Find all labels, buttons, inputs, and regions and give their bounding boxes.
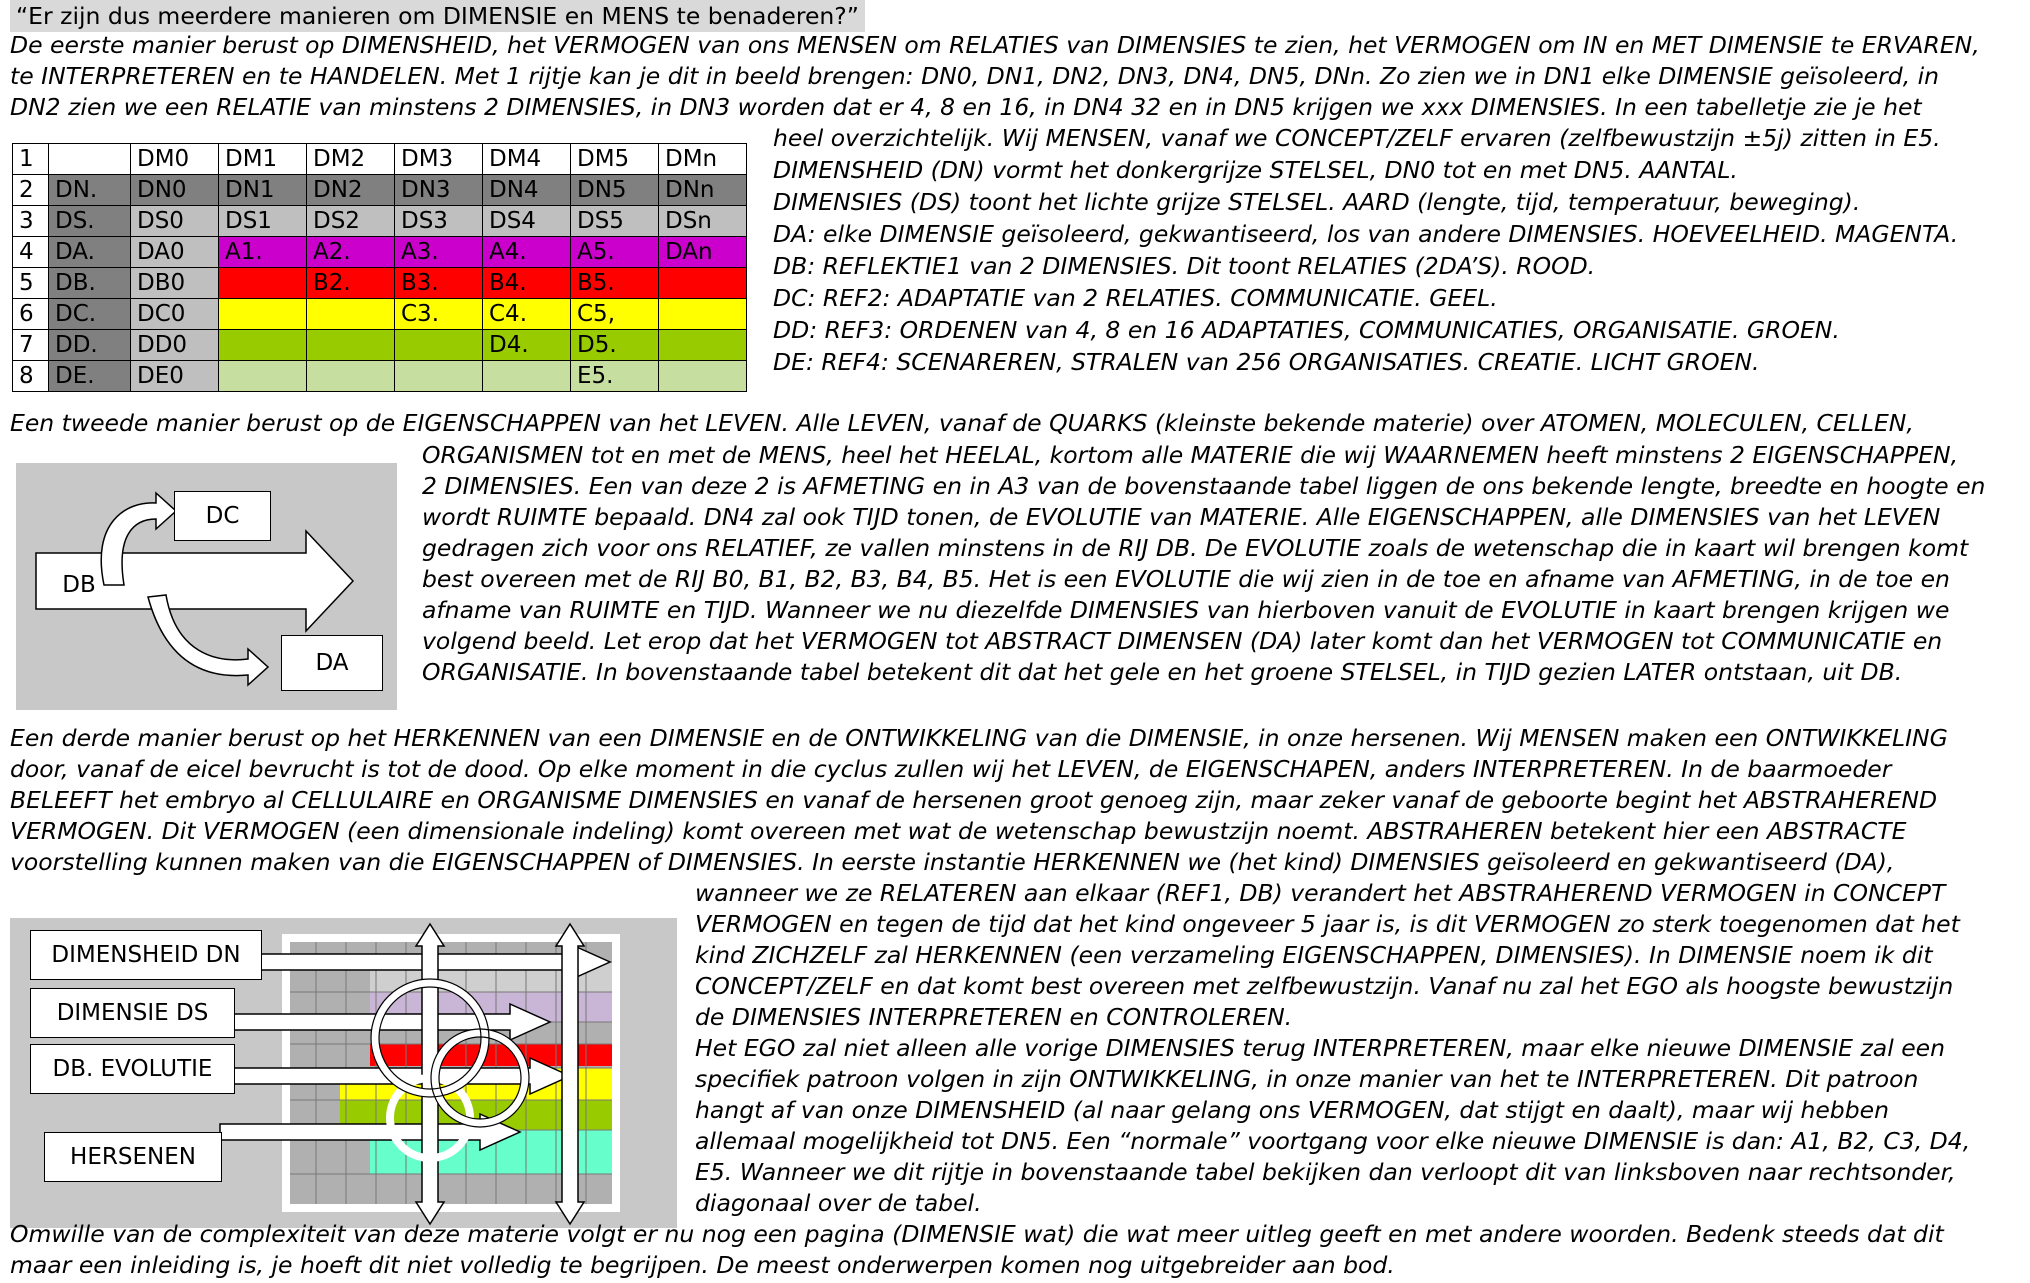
table-cell: DM1 xyxy=(219,144,307,175)
table-row xyxy=(13,175,747,206)
legend-line: DIMENSIES (DS) toont het lichte grijze STELSEL. AARD (lengte, tijd, temperatuur, beweging). xyxy=(773,188,1861,216)
table-cell: DNn xyxy=(659,175,747,206)
table-cell: B3. xyxy=(395,268,483,299)
table-cell: DS. xyxy=(49,206,131,237)
table-cell: DSn xyxy=(659,206,747,237)
hersenen-label: HERSENEN xyxy=(44,1132,222,1182)
table-row xyxy=(13,268,747,299)
table-cell: 8 xyxy=(13,361,49,392)
table-cell xyxy=(659,268,747,299)
table-cell: DS1 xyxy=(219,206,307,237)
table-row xyxy=(13,299,747,330)
paragraph-line: E5. Wanneer we dit rijtje in bovenstaande tabel bekijken dan verloopt dit van linksboven naar rechtsonder, xyxy=(695,1158,1956,1186)
paragraph-line: Een tweede manier berust op de EIGENSCHAPPEN van het LEVEN. Alle LEVEN, vanaf de QUARKS (kleinste bekende materie) over ATOMEN, MOLECULEN, CELLEN, xyxy=(10,409,1914,437)
table-cell: DS2 xyxy=(307,206,395,237)
table-row xyxy=(13,237,747,268)
legend-line: DC: REF2: ADAPTATIE van 2 RELATIES. COMMUNICATIE. GEEL. xyxy=(773,284,1498,312)
paragraph-line: voorstelling kunnen maken van die EIGENSCHAPPEN of DIMENSIES. In eerste instantie HERKENNEN we (het kind) DIMENSIES geïsoleerd en gekwantiseerd (DA), xyxy=(10,848,1895,876)
table-row xyxy=(13,361,747,392)
table-cell: DN2 xyxy=(307,175,395,206)
table-cell: DN0 xyxy=(131,175,219,206)
paragraph-line: Het EGO zal niet alleen alle vorige DIMENSIES terug INTERPRETEREN, maar elke nieuwe DIMENSIE zal een xyxy=(695,1034,1946,1062)
paragraph-line: hangt af van onze DIMENSHEID (al naar gelang ons VERMOGEN, dat stijgt en daalt), maar wij hebben xyxy=(695,1096,1889,1124)
table-cell: DC. xyxy=(49,299,131,330)
paragraph-line: ORGANISATIE. In bovenstaande tabel betekent dit dat het gele en het groene STELSEL, in TIJD gezien LATER ontstaan, uit DB. xyxy=(422,658,1903,686)
table-cell: 3 xyxy=(13,206,49,237)
table-cell xyxy=(219,268,307,299)
paragraph-line: VERMOGEN en tegen de tijd dat het kind ongeveer 5 jaar is, is dit VERMOGEN zo sterk toegenomen dat het xyxy=(695,910,1960,938)
table-cell: A4. xyxy=(483,237,571,268)
table-row xyxy=(13,144,747,175)
table-cell: DB. xyxy=(49,268,131,299)
table-cell: DC0 xyxy=(131,299,219,330)
dimensie-ds-label: DIMENSIE DS xyxy=(30,988,235,1038)
table-cell: C4. xyxy=(483,299,571,330)
paragraph-line: wanneer we ze RELATEREN aan elkaar (REF1, DB) verandert het ABSTRAHEREND VERMOGEN in CONCEPT xyxy=(695,879,1946,907)
paragraph-line: wordt RUIMTE bepaald. DN4 zal ook TIJD tonen, de EVOLUTIE van MATERIE. Alle EIGENSCHAPPEN, alle DIMENSIES van het LEVEN xyxy=(422,503,1941,531)
table-row xyxy=(13,206,747,237)
table-cell: C5, xyxy=(571,299,659,330)
paragraph-line: Een derde manier berust op het HERKENNEN van een DIMENSIE en de ONTWIKKELING van die DIMENSIE, in onze hersenen. Wij MENSEN maken een ONTWIKKELING xyxy=(10,724,1948,752)
dimensheid-dn-label: DIMENSHEID DN xyxy=(30,930,262,980)
table-cell xyxy=(307,299,395,330)
legend-line: DA: elke DIMENSIE geïsoleerd, gekwantiseerd, los van andere DIMENSIES. HOEVEELHEID. MAGENTA. xyxy=(773,220,1959,248)
table-cell: DB0 xyxy=(131,268,219,299)
table-cell: DM3 xyxy=(395,144,483,175)
table-cell: DN4 xyxy=(483,175,571,206)
table-cell: B5. xyxy=(571,268,659,299)
table-cell: A3. xyxy=(395,237,483,268)
table-cell: 7 xyxy=(13,330,49,361)
table-cell: DA. xyxy=(49,237,131,268)
paragraph-line: gedragen zich voor ons RELATIEF, ze vallen minstens in de RIJ DB. De EVOLUTIE zoals de wetenschap die in kaart wil brengen komt xyxy=(422,534,1969,562)
page-title: “Er zijn dus meerdere manieren om DIMENSIE en MENS te benaderen?” xyxy=(10,0,865,32)
table-cell: DN. xyxy=(49,175,131,206)
table-cell: A5. xyxy=(571,237,659,268)
table-cell: DS5 xyxy=(571,206,659,237)
table-cell: B2. xyxy=(307,268,395,299)
evolution-diagram xyxy=(16,463,397,710)
table-row xyxy=(13,330,747,361)
intro-line: De eerste manier berust op DIMENSHEID, het VERMOGEN van ons MENSEN om RELATIES van DIMENSIES te zien, het VERMOGEN om IN en MET DIMENSIE te ERVAREN, xyxy=(10,31,1980,59)
table-cell xyxy=(395,361,483,392)
table-cell xyxy=(307,361,395,392)
table-cell: DD. xyxy=(49,330,131,361)
table-cell: DD0 xyxy=(131,330,219,361)
table-cell: DM5 xyxy=(571,144,659,175)
table-cell: DE0 xyxy=(131,361,219,392)
table-cell xyxy=(659,330,747,361)
table-cell: D4. xyxy=(483,330,571,361)
da-label: DA xyxy=(281,635,383,691)
paragraph-line: ORGANISMEN tot en met de MENS, heel het HEELAL, kortom alle MATERIE die wij WAARNEMEN heeft minstens 2 EIGENSCHAPPEN, xyxy=(422,441,1959,469)
paragraph-line: BELEEFT het embryo al CELLULAIRE en ORGANISME DIMENSIES en vanaf de hersenen groot genoeg zijn, maar zeker vanaf de geboorte begint het ABSTRAHEREND xyxy=(10,786,1938,814)
table-cell: C3. xyxy=(395,299,483,330)
table-cell: 2 xyxy=(13,175,49,206)
dc-label: DC xyxy=(174,491,271,541)
table-cell: DM2 xyxy=(307,144,395,175)
db-label: DB xyxy=(62,571,96,598)
intro-line: te INTERPRETEREN en te HANDELEN. Met 1 rijtje kan je dit in beeld brengen: DN0, DN1, DN2, DN3, DN4, DN5, DNn. Zo zien we in DN1 elke DIMENSIE geïsoleerd, in xyxy=(10,62,1940,90)
legend-line: DB: REFLEKTIE1 van 2 DIMENSIES. Dit toont RELATIES (2DA’S). ROOD. xyxy=(773,252,1596,280)
brain-diagram xyxy=(10,918,677,1228)
table-cell: DS3 xyxy=(395,206,483,237)
paragraph-line: volgend beeld. Let erop dat het VERMOGEN tot ABSTRACT DIMENSEN (DA) later komt dan het VERMOGEN tot COMMUNICATIE en xyxy=(422,627,1943,655)
table-cell xyxy=(307,330,395,361)
paragraph-line: door, vanaf de eicel bevrucht is tot de dood. Op elke moment in die cyclus zullen wij het LEVEN, de EIGENSCHAPEN, anders INTERPRETEREN. In de baarmoeder xyxy=(10,755,1892,783)
paragraph-line: de DIMENSIES INTERPRETEREN en CONTROLEREN. xyxy=(695,1003,1293,1031)
table-cell xyxy=(49,144,131,175)
table-cell: DS4 xyxy=(483,206,571,237)
legend-line: DD: REF3: ORDENEN van 4, 8 en 16 ADAPTATIES, COMMUNICATIES, ORGANISATIE. GROEN. xyxy=(773,316,1840,344)
table-cell: A1. xyxy=(219,237,307,268)
table-cell xyxy=(219,330,307,361)
table-cell: 1 xyxy=(13,144,49,175)
paragraph-line: afname van RUIMTE en TIJD. Wanneer we nu diezelfde DIMENSIES van hierboven vanuit de EVOLUTIE in kaart brengen krijgen we xyxy=(422,596,1950,624)
paragraph-line: VERMOGEN. Dit VERMOGEN (een dimensionale indeling) komt overeen met wat de wetenschap bewustzijn noemt. ABSTRAHEREN betekent hier een ABSTRACTE xyxy=(10,817,1907,845)
table-cell: DE. xyxy=(49,361,131,392)
table-cell: DN1 xyxy=(219,175,307,206)
table-cell: A2. xyxy=(307,237,395,268)
table-cell: E5. xyxy=(571,361,659,392)
table-cell: DMn xyxy=(659,144,747,175)
table-cell: 6 xyxy=(13,299,49,330)
table-cell: DA0 xyxy=(131,237,219,268)
table-cell: DS0 xyxy=(131,206,219,237)
intro-line: DN2 zien we een RELATIE van minstens 2 DIMENSIES, in DN3 worden dat er 4, 8 en 16, in DN4 32 en in DN5 krijgen we xxx DIMENSIES. In een tabelletje zie je het xyxy=(10,93,1922,121)
legend-line: heel overzichtelijk. Wij MENSEN, vanaf we CONCEPT/ZELF ervaren (zelfbewustzijn ±5j) zitten in E5. xyxy=(773,124,1941,152)
closing-line: maar een inleiding is, je hoeft dit niet volledig te begrijpen. De meest onderwerpen komen nog uitgebreider aan bod. xyxy=(10,1251,1395,1279)
table-cell xyxy=(659,299,747,330)
table-cell: DAn xyxy=(659,237,747,268)
table-cell: 4 xyxy=(13,237,49,268)
legend-line: DIMENSHEID (DN) vormt het donkergrijze STELSEL, DN0 tot en met DN5. AANTAL. xyxy=(773,156,1738,184)
table-cell: DN3 xyxy=(395,175,483,206)
legend-line: DE: REF4: SCENAREREN, STRALEN van 256 ORGANISATIES. CREATIE. LICHT GROEN. xyxy=(773,348,1760,376)
table-cell: B4. xyxy=(483,268,571,299)
paragraph-line: kind ZICHZELF zal HERKENNEN (een verzameling EIGENSCHAPPEN, DIMENSIES). In DIMENSIE noem ik dit xyxy=(695,941,1933,969)
closing-line: Omwille van de complexiteit van deze materie volgt er nu nog een pagina (DIMENSIE wat) die wat meer uitleg geeft en met andere woorden. Bedenk steeds dat dit xyxy=(10,1220,1944,1248)
paragraph-line: CONCEPT/ZELF en dat komt best overeen met zelfbewustzijn. Vanaf nu zal het EGO als hoogste bewustzijn xyxy=(695,972,1954,1000)
table-cell xyxy=(483,361,571,392)
table-cell: DM0 xyxy=(131,144,219,175)
table-cell xyxy=(219,361,307,392)
table-cell: DN5 xyxy=(571,175,659,206)
table-cell xyxy=(395,330,483,361)
paragraph-line: specifiek patroon volgen in zijn ONTWIKKELING, in onze manier van het te INTERPRETEREN. Dit patroon xyxy=(695,1065,1919,1093)
table-cell: DM4 xyxy=(483,144,571,175)
paragraph-line: allemaal mogelijkheid tot DN5. Een “normale” voortgang voor elke nieuwe DIMENSIE is dan: A1, B2, C3, D4, xyxy=(695,1127,1971,1155)
table-cell xyxy=(219,299,307,330)
db-evolutie-label: DB. EVOLUTIE xyxy=(30,1044,235,1094)
table-cell xyxy=(659,361,747,392)
table-cell: D5. xyxy=(571,330,659,361)
table-cell: 5 xyxy=(13,268,49,299)
paragraph-line: 2 DIMENSIES. Een van deze 2 is AFMETING en in A3 van de bovenstaande tabel liggen de ons bekende lengte, breedte en hoogte en xyxy=(422,472,1986,500)
paragraph-line: best overeen met de RIJ B0, B1, B2, B3, B4, B5. Het is een EVOLUTIE die wij zien in de toe en afname van AFMETING, in de toe en xyxy=(422,565,1950,593)
dimension-table xyxy=(12,143,747,392)
paragraph-line: diagonaal over de tabel. xyxy=(695,1189,982,1217)
